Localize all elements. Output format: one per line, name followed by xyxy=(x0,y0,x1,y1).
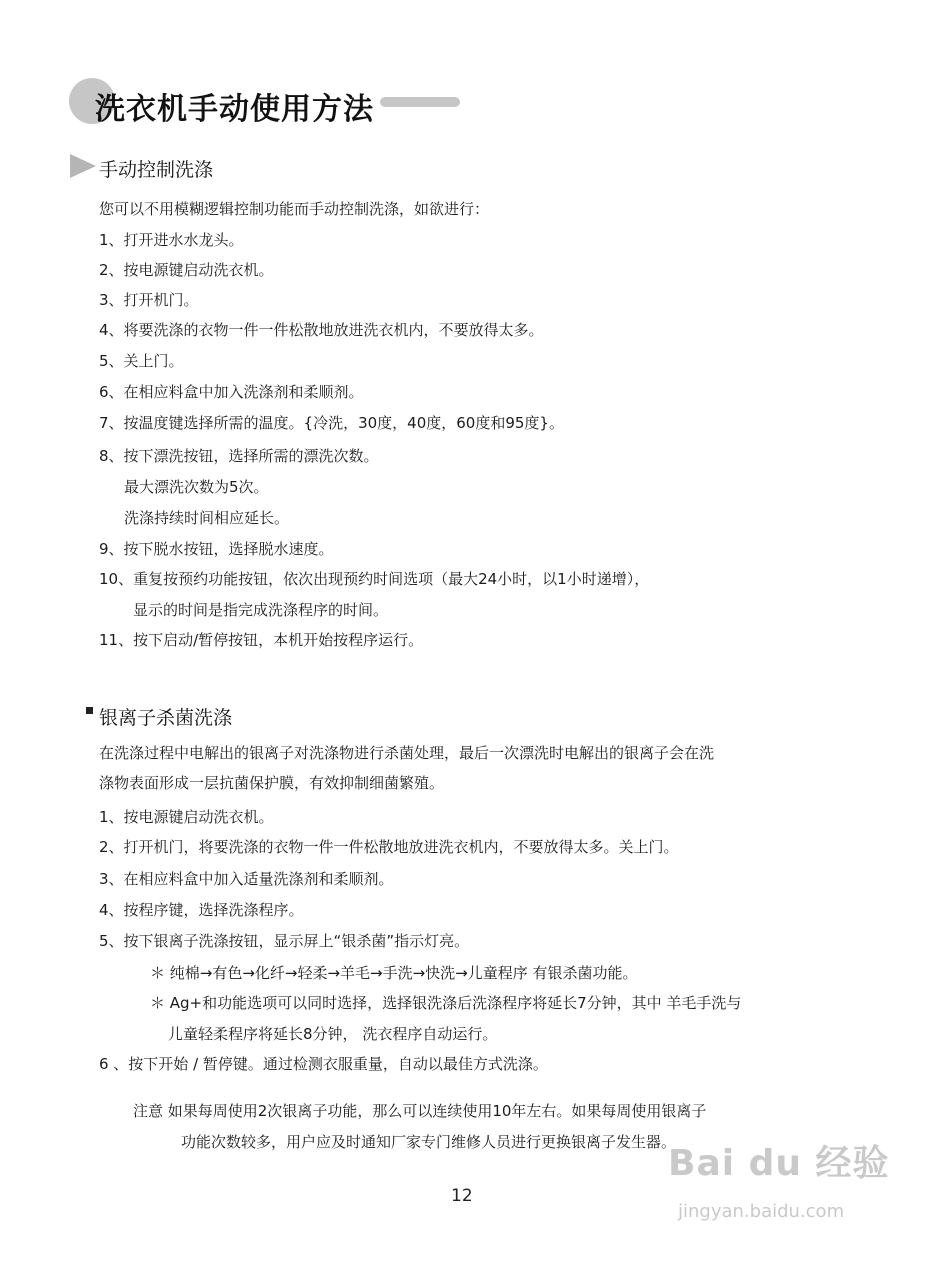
section2-step: 5、按下银离子洗涤按钮，显示屏上“银杀菌”指示灯亮。 xyxy=(99,932,470,950)
page-title: 洗衣机手动使用方法 xyxy=(95,92,374,127)
section2-step-detail: 儿童轻柔程序将延长8分钟， 洗衣程序自动运行。 xyxy=(168,1025,498,1043)
section1-step: 9、按下脱水按钮，选择脱水速度。 xyxy=(99,540,334,558)
section-bullet-icon xyxy=(86,707,93,714)
section-triangle-icon xyxy=(70,154,96,178)
section1-step: 2、按电源键启动洗衣机。 xyxy=(99,261,274,279)
section1-step: 11、按下启动/暂停按钮，本机开始按程序运行。 xyxy=(99,631,424,649)
section1-step-detail: 洗涤持续时间相应延长。 xyxy=(124,509,290,527)
section1-step: 1、打开进水水龙头。 xyxy=(99,231,244,249)
section1-step: 8、按下漂洗按钮，选择所需的漂洗次数。 xyxy=(99,447,379,465)
section1-intro: 您可以不用模糊逻辑控制功能而手动控制洗涤，如欲进行： xyxy=(99,200,490,218)
section2-step: 6 、按下开始 / 暂停键。通过检测衣服重量，自动以最佳方式洗涤。 xyxy=(99,1055,548,1073)
section1-step-detail: 最大漂洗次数为5次。 xyxy=(124,478,269,496)
title-decoration-bar xyxy=(380,97,460,107)
section2-intro: 涤物表面形成一层抗菌保护膜，有效抑制细菌繁殖。 xyxy=(99,774,445,792)
section2-heading: 银离子杀菌洗涤 xyxy=(99,707,233,729)
note-text: 注意 如果每周使用2次银离子功能，那么可以连续使用10年左右。如果每周使用银离子 xyxy=(133,1102,707,1120)
section1-step: 3、打开机门。 xyxy=(99,291,199,309)
baidu-watermark xyxy=(668,1135,890,1245)
section1-step-detail: 显示的时间是指完成洗涤程序的时间。 xyxy=(133,601,389,619)
section2-step: 4、按程序键，选择洗涤程序。 xyxy=(99,901,304,919)
section1-heading: 手动控制洗涤 xyxy=(99,159,214,181)
section2-step: 1、按电源键启动洗衣机。 xyxy=(99,808,274,826)
section1-step: 5、关上门。 xyxy=(99,352,184,370)
baidu-watermark-url: jingyan.baidu.com xyxy=(678,1201,845,1222)
page-number: 12 xyxy=(451,1186,473,1206)
section1-step: 4、将要洗涤的衣物一件一件松散地放进洗衣机内，不要放得太多。 xyxy=(99,321,544,339)
note-text: 功能次数较多，用户应及时通知厂家专门维修人员进行更换银离子发生器。 xyxy=(181,1133,677,1151)
section2-step-detail: ＊ 纯棉→有色→化纤→轻柔→羊毛→手洗→快洗→儿童程序 有银杀菌功能。 xyxy=(150,964,638,982)
section1-step: 7、按温度键选择所需的温度。{冷洗，30度，40度，60度和95度}。 xyxy=(99,414,564,432)
section1-step: 6、在相应料盒中加入洗涤剂和柔顺剂。 xyxy=(99,383,364,401)
section2-step-detail: ＊ Ag+和功能选项可以同时选择，选择银洗涤后洗涤程序将延长7分钟，其中 羊毛手洗与 xyxy=(150,994,742,1012)
section2-step: 3、在相应料盒中加入适量洗涤剂和柔顺剂。 xyxy=(99,870,394,888)
baidu-watermark-logo: Bai du 经验 xyxy=(668,1143,890,1184)
section2-intro: 在洗涤过程中电解出的银离子对洗涤物进行杀菌处理，最后一次漂洗时电解出的银离子会在洗 xyxy=(99,744,715,762)
section2-step: 2、打开机门，将要洗涤的衣物一件一件松散地放进洗衣机内，不要放得太多。关上门。 xyxy=(99,838,679,856)
section1-step: 10、重复按预约功能按钮，依次出现预约时间选项（最大24小时，以1小时递增）， xyxy=(99,570,650,588)
